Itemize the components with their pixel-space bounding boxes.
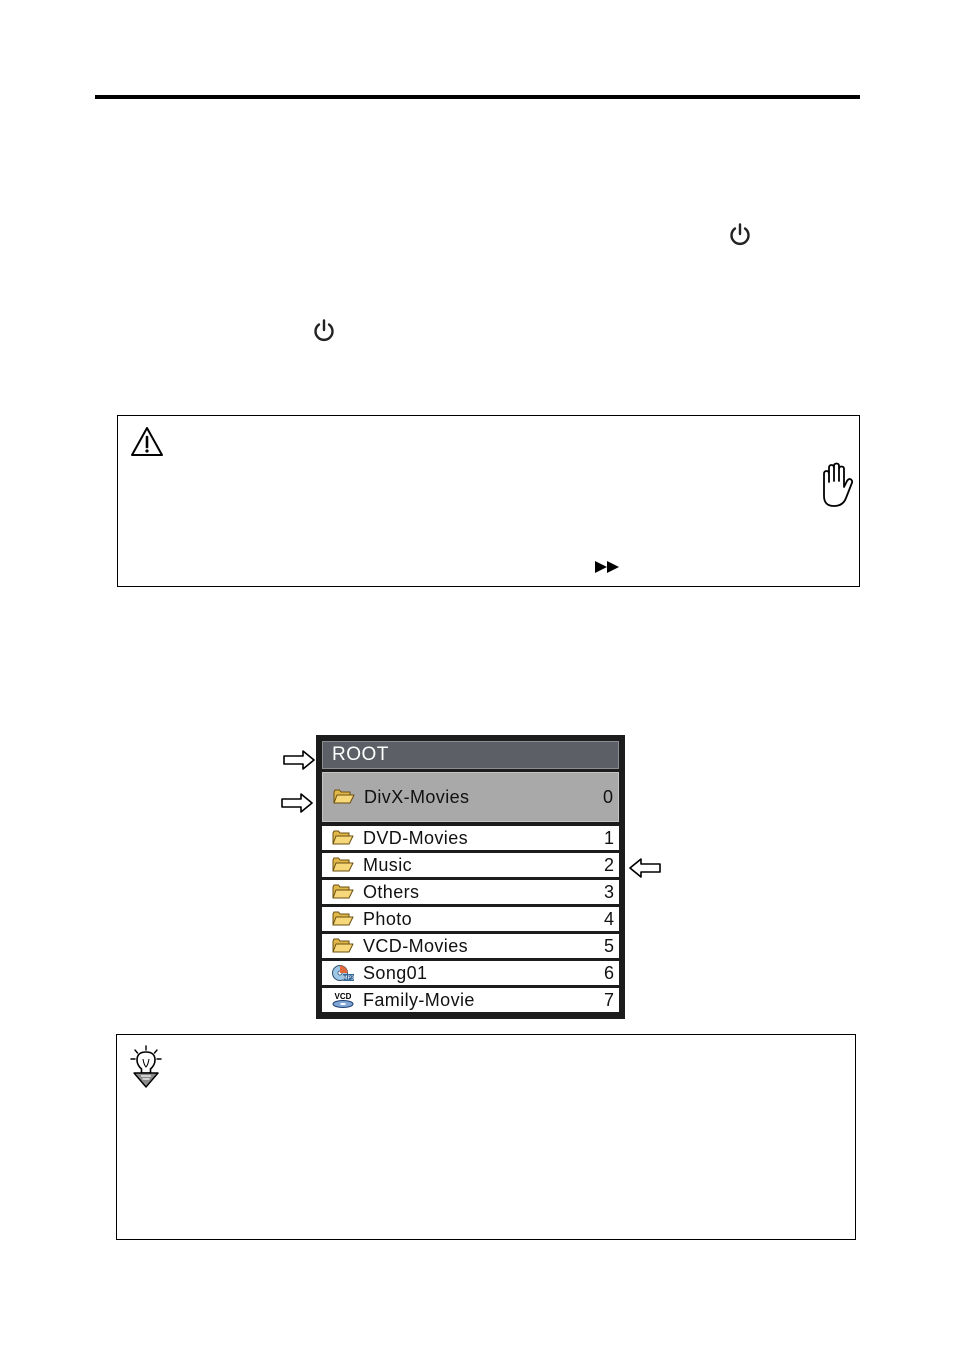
power-icon (311, 318, 337, 344)
menu-item-index: 2 (603, 854, 614, 875)
file-browser-menu (316, 735, 625, 1019)
menu-item-index: 0 (602, 786, 613, 807)
folder-icon (331, 883, 355, 901)
tip-box (116, 1034, 856, 1240)
menu-item-name: Family-Movie (363, 989, 475, 1010)
fast-forward-icon (593, 558, 623, 576)
mp3-disc-icon (331, 964, 355, 982)
menu-item-photo[interactable] (322, 907, 619, 931)
folder-icon (332, 788, 356, 806)
menu-item-name: DivX-Movies (364, 786, 470, 807)
menu-header-root: ROOT (322, 741, 619, 769)
pointer-arrow-right-icon (281, 793, 313, 813)
folder-icon (331, 829, 355, 847)
folder-icon (331, 856, 355, 874)
top-rule (95, 95, 860, 99)
menu-item-index: 1 (603, 827, 614, 848)
warning-box (117, 415, 860, 587)
folder-icon (331, 910, 355, 928)
menu-item-name: Song01 (363, 962, 428, 983)
svg-text:VCD: VCD (334, 992, 352, 1001)
menu-item-index: 3 (603, 881, 614, 902)
menu-item-index: 6 (603, 962, 614, 983)
menu-item-index: 7 (603, 989, 614, 1010)
menu-item-vcd-movies[interactable] (322, 934, 619, 958)
menu-item-others[interactable] (322, 880, 619, 904)
pointer-arrow-right-icon (283, 750, 315, 770)
menu-item-index: 5 (603, 935, 614, 956)
light-bulb-icon (129, 1045, 163, 1089)
svg-text:MP3: MP3 (342, 975, 355, 982)
menu-item-name: Others (363, 881, 420, 902)
power-icon (727, 222, 753, 248)
menu-item-name: Photo (363, 908, 413, 929)
menu-item-index: 4 (603, 908, 614, 929)
menu-item-song01[interactable] (322, 961, 619, 985)
menu-item-name: VCD-Movies (363, 935, 469, 956)
pointer-arrow-left-icon (629, 858, 661, 878)
menu-item-dvd-movies[interactable] (322, 826, 619, 850)
hand-stop-icon (818, 462, 854, 510)
menu-item-name: DVD-Movies (363, 827, 469, 848)
menu-item-music[interactable] (322, 853, 619, 877)
menu-item-family-movie[interactable] (322, 988, 619, 1012)
vcd-disc-icon (331, 991, 355, 1009)
folder-icon (331, 937, 355, 955)
menu-item-name: Music (363, 854, 413, 875)
menu-item-selected[interactable] (322, 772, 619, 822)
warning-triangle-icon (130, 426, 164, 458)
